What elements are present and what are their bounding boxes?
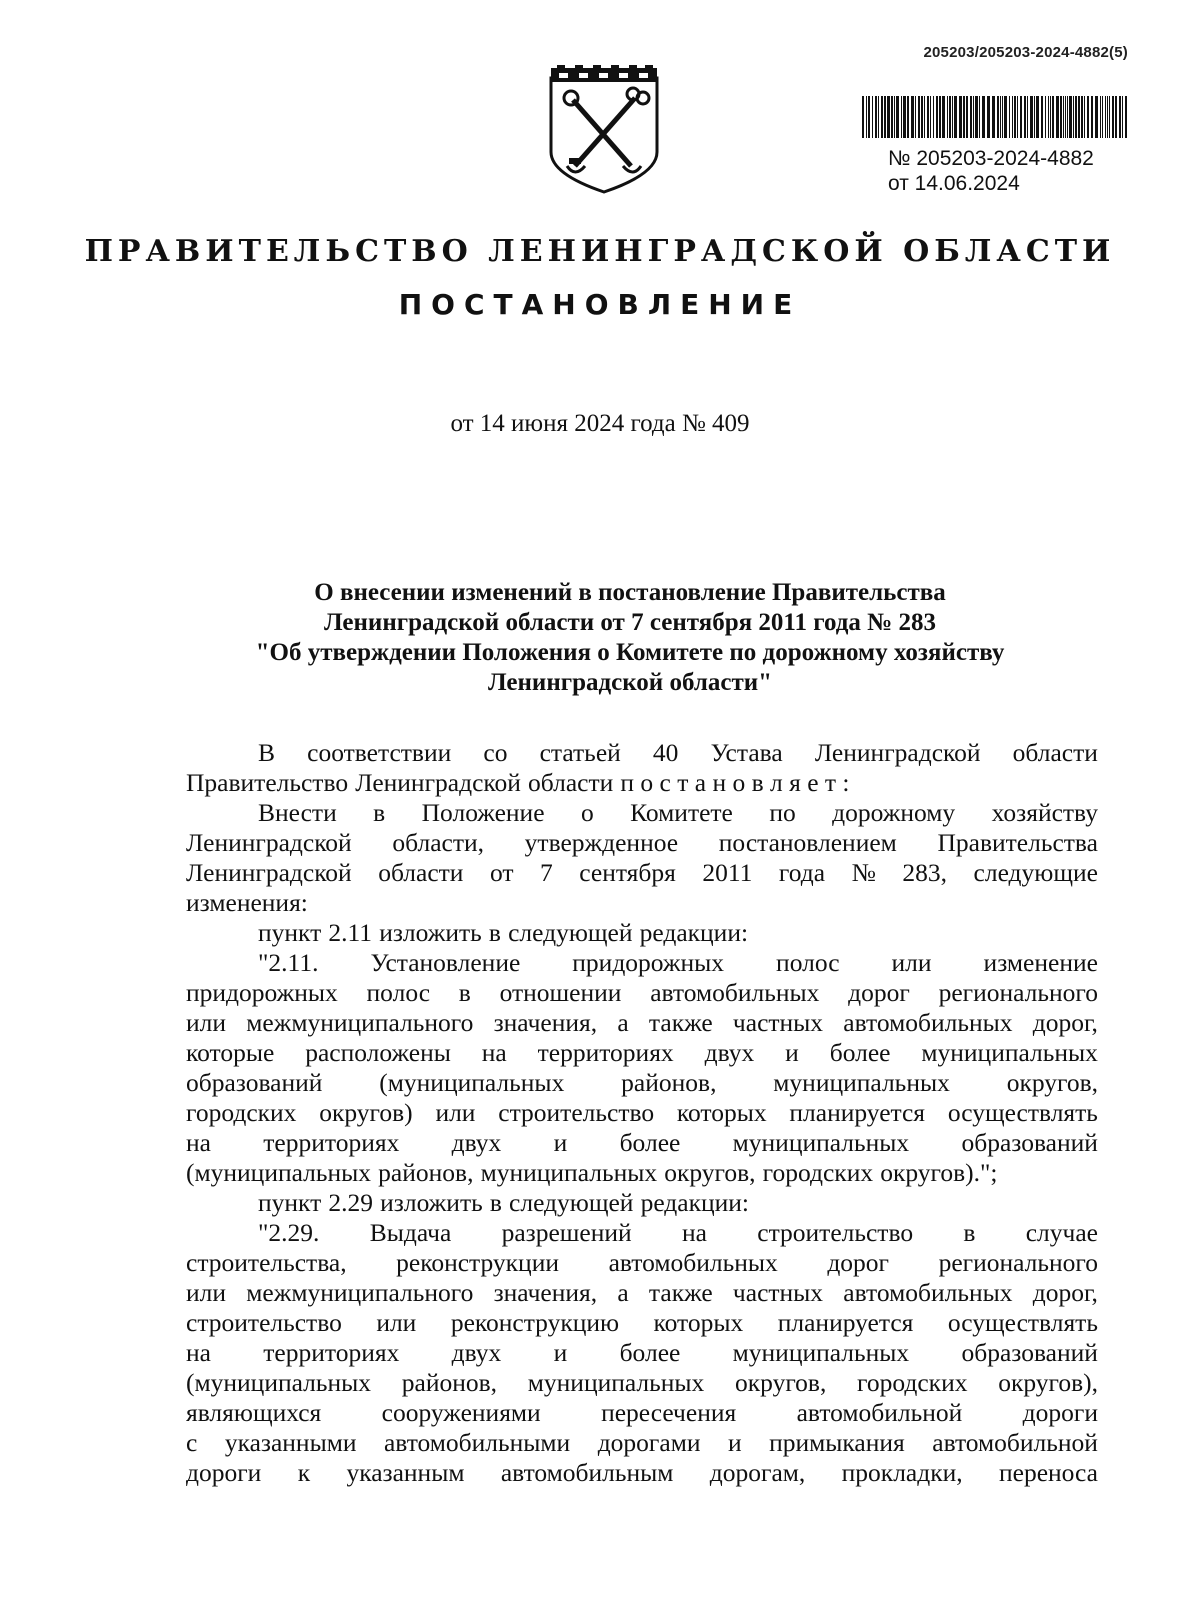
body-line bbox=[186, 978, 1098, 1008]
body-word: или bbox=[186, 1008, 227, 1037]
body-word: статьей bbox=[539, 738, 621, 767]
body-word: городских bbox=[762, 1158, 874, 1187]
body-word: сентября bbox=[579, 858, 676, 887]
body-word: полос bbox=[366, 978, 431, 1007]
body-word: указанными bbox=[224, 1428, 357, 1457]
body-word: со bbox=[483, 738, 508, 767]
body-line bbox=[186, 1278, 1098, 1308]
body-word: дорогам, bbox=[709, 1458, 806, 1487]
body-word: или bbox=[891, 948, 932, 977]
body-word: на bbox=[481, 1038, 507, 1067]
body-word: постановлением bbox=[718, 828, 897, 857]
body-word: строительство bbox=[498, 1098, 655, 1127]
body-word: дорог, bbox=[1032, 1278, 1098, 1307]
body-word: Установление bbox=[370, 948, 521, 977]
body-word: строительство bbox=[186, 1308, 342, 1337]
subject-line: "Об утверждении Положения о Комитете по дорожному хозяйству bbox=[255, 639, 1005, 666]
body-word: 40 bbox=[652, 738, 679, 767]
body-word: изменение bbox=[983, 948, 1098, 977]
body-word: более bbox=[619, 1338, 681, 1367]
registration-date: от 14.06.2024 bbox=[888, 172, 1020, 195]
body-line bbox=[186, 1068, 1098, 1098]
body-word: автомобильными bbox=[383, 1428, 571, 1457]
body-word: на bbox=[186, 1338, 211, 1367]
body-word: п о с т а н о в л я е т : bbox=[620, 768, 850, 797]
body-line bbox=[186, 1308, 1098, 1338]
body-word: дорожному bbox=[832, 798, 956, 827]
body-word: изложить bbox=[380, 1188, 483, 1217]
body-word: планируется bbox=[777, 1308, 914, 1337]
body-word: осуществлять bbox=[947, 1098, 1098, 1127]
body-word: "2.29. bbox=[258, 1218, 320, 1247]
body-word: придорожных bbox=[186, 978, 338, 1007]
subject-line: О внесении изменений в постановление Правительства bbox=[314, 579, 946, 606]
body-word: муниципальных bbox=[732, 1128, 910, 1157]
body-word: в bbox=[963, 1218, 976, 1247]
body-word: автомобильных bbox=[843, 1008, 1013, 1037]
body-word: территориях bbox=[263, 1128, 400, 1157]
body-word: частных bbox=[732, 1008, 824, 1037]
body-line bbox=[186, 1128, 1098, 1158]
body-word: или bbox=[376, 1308, 417, 1337]
body-word: Ленинградской bbox=[355, 768, 521, 797]
body-word: планируется bbox=[789, 1098, 926, 1127]
body-word: регионального bbox=[938, 1248, 1098, 1277]
body-word: о bbox=[580, 798, 594, 827]
body-word: года bbox=[778, 858, 826, 887]
government-title: ПРАВИТЕЛЬСТВО ЛЕНИНГРАДСКОЙ ОБЛАСТИ bbox=[84, 234, 1116, 269]
body-word: расположены bbox=[305, 1038, 451, 1067]
body-word: автомобильных bbox=[650, 978, 820, 1007]
body-word: двух bbox=[704, 1038, 755, 1067]
body-word: округов), bbox=[998, 1368, 1098, 1397]
body-line bbox=[186, 1008, 1098, 1038]
body-word: и bbox=[553, 1338, 568, 1367]
body-line bbox=[186, 1428, 1098, 1458]
body-word: к bbox=[297, 1458, 311, 1487]
body-word: городских bbox=[857, 1368, 968, 1397]
body-word: Выдача bbox=[369, 1218, 452, 1247]
body-word: Ленинградской bbox=[186, 828, 352, 857]
body-word: в bbox=[458, 978, 471, 1007]
document-body bbox=[186, 738, 1098, 1488]
subject-line: Ленинградской области от 7 сентября 2011 года № 283 bbox=[323, 609, 937, 636]
body-word: 283, bbox=[902, 858, 948, 887]
body-word: округов, bbox=[664, 1158, 756, 1187]
body-word: территориях bbox=[263, 1338, 400, 1367]
body-word: Устава bbox=[710, 738, 783, 767]
body-word: редакции: bbox=[640, 1188, 749, 1217]
body-word: регионального bbox=[938, 978, 1098, 1007]
document-barcode bbox=[862, 96, 1128, 138]
body-line bbox=[186, 1218, 1098, 1248]
body-word: переноса bbox=[998, 1458, 1098, 1487]
body-word: случае bbox=[1025, 1218, 1098, 1247]
document-kind: ПОСТАНОВЛЕНИЕ bbox=[398, 288, 802, 321]
body-word: дорог bbox=[827, 1248, 889, 1277]
body-line bbox=[186, 1158, 1098, 1188]
body-word: с bbox=[186, 1428, 198, 1457]
body-word: двух bbox=[451, 1128, 502, 1157]
body-word: муниципальных bbox=[921, 1038, 1098, 1067]
body-word: районов, bbox=[621, 1068, 717, 1097]
body-word: реконструкции bbox=[396, 1248, 559, 1277]
body-word: примыкания bbox=[769, 1428, 905, 1457]
body-word: а bbox=[617, 1278, 629, 1307]
body-word: Правительство bbox=[186, 768, 349, 797]
body-word: автомобильной bbox=[932, 1428, 1098, 1457]
body-word: на bbox=[186, 1128, 211, 1157]
body-word: пункт bbox=[258, 1188, 322, 1217]
body-word: являющихся bbox=[186, 1398, 322, 1427]
document-subject bbox=[180, 578, 1080, 698]
body-word: "2.11. bbox=[258, 948, 319, 977]
body-word: следующей bbox=[509, 1188, 634, 1217]
body-word: строительства, bbox=[186, 1248, 347, 1277]
body-word: 7 bbox=[540, 858, 553, 887]
body-line bbox=[186, 1398, 1098, 1428]
body-word: муниципальных bbox=[480, 1158, 658, 1187]
body-word: в bbox=[373, 798, 386, 827]
body-word: указанным bbox=[346, 1458, 465, 1487]
body-word: дорог bbox=[848, 978, 910, 1007]
body-word: следующие bbox=[973, 858, 1098, 887]
body-word: сооружениями bbox=[381, 1398, 541, 1427]
body-word: Ленинградской bbox=[814, 738, 981, 767]
body-word: дорог, bbox=[1032, 1008, 1098, 1037]
body-word: (муниципальных bbox=[379, 1068, 565, 1097]
body-word: пересечения bbox=[601, 1398, 737, 1427]
body-word: межмуниципального bbox=[246, 1008, 474, 1037]
body-word: Ленинградской bbox=[186, 858, 352, 887]
body-word: изложить bbox=[379, 918, 482, 947]
body-word: двух bbox=[451, 1338, 502, 1367]
body-word: области bbox=[528, 768, 614, 797]
body-word: городских bbox=[186, 1098, 297, 1127]
body-word: также bbox=[648, 1008, 713, 1037]
body-word: значения, bbox=[493, 1008, 598, 1037]
body-word: в bbox=[488, 918, 501, 947]
body-line bbox=[186, 888, 1098, 918]
body-word: редакции: bbox=[639, 918, 749, 947]
body-word: разрешений bbox=[501, 1218, 632, 1247]
body-word: или bbox=[186, 1278, 227, 1307]
body-word: автомобильным bbox=[500, 1458, 674, 1487]
body-word: округов)."; bbox=[880, 1158, 998, 1187]
body-word: 2011 bbox=[702, 858, 753, 887]
registration-block bbox=[888, 146, 1094, 196]
body-word: округов, bbox=[735, 1368, 827, 1397]
body-word: округов) bbox=[319, 1098, 413, 1127]
body-word: которых bbox=[676, 1098, 767, 1127]
body-word: Правительства bbox=[937, 828, 1098, 857]
body-word: образований bbox=[961, 1338, 1098, 1367]
body-word: прокладки, bbox=[841, 1458, 963, 1487]
body-word: образований bbox=[186, 1068, 323, 1097]
registration-number: № 205203-2024-4882 bbox=[888, 147, 1094, 170]
body-word: 2.11 bbox=[328, 918, 373, 947]
body-line bbox=[186, 828, 1098, 858]
body-word: значения, bbox=[493, 1278, 598, 1307]
body-word: В bbox=[258, 738, 276, 767]
body-line bbox=[186, 1248, 1098, 1278]
body-word: соответствии bbox=[307, 738, 452, 767]
body-word: автомобильных bbox=[843, 1278, 1013, 1307]
body-word: 2.29 bbox=[328, 1188, 373, 1217]
body-word: отношении bbox=[499, 978, 622, 1007]
body-word: районов, bbox=[378, 1158, 474, 1187]
body-word: на bbox=[681, 1218, 707, 1247]
body-word: территориях bbox=[537, 1038, 674, 1067]
body-word: которые bbox=[186, 1038, 275, 1067]
body-word: реконструкцию bbox=[450, 1308, 620, 1337]
body-word: Комитете bbox=[630, 798, 733, 827]
body-line bbox=[186, 858, 1098, 888]
body-word: и bbox=[727, 1428, 742, 1457]
document-date-number: от 14 июня 2024 года № 409 bbox=[450, 410, 750, 437]
body-word: (муниципальных bbox=[186, 1158, 372, 1187]
body-word: придорожных bbox=[572, 948, 725, 977]
body-word: Положение bbox=[421, 798, 545, 827]
body-word: дорогами bbox=[597, 1428, 701, 1457]
body-line bbox=[186, 1188, 1098, 1218]
body-word: и bbox=[785, 1038, 799, 1067]
body-word: районов, bbox=[401, 1368, 498, 1397]
body-word: дороги bbox=[186, 1458, 262, 1487]
body-line bbox=[186, 948, 1098, 978]
body-word: области bbox=[378, 858, 464, 887]
body-word: хозяйству bbox=[991, 798, 1098, 827]
body-word: частных bbox=[732, 1278, 824, 1307]
body-word: следующей bbox=[508, 918, 633, 947]
body-word: строительство bbox=[757, 1218, 914, 1247]
body-word: по bbox=[769, 798, 796, 827]
body-word: и bbox=[553, 1128, 568, 1157]
body-line bbox=[186, 1038, 1098, 1068]
body-word: более bbox=[829, 1038, 891, 1067]
body-word: межмуниципального bbox=[246, 1278, 474, 1307]
subject-line: Ленинградской области" bbox=[487, 669, 773, 696]
body-line bbox=[186, 918, 1098, 948]
body-word: автомобильной bbox=[796, 1398, 963, 1427]
body-word: изменения: bbox=[186, 888, 308, 917]
body-word: от bbox=[489, 858, 514, 887]
body-word: (муниципальных bbox=[186, 1368, 372, 1397]
document-code: 205203/205203-2024-4882(5) bbox=[923, 44, 1128, 61]
body-word: округов, bbox=[1006, 1068, 1098, 1097]
body-word: муниципальных bbox=[773, 1068, 950, 1097]
body-word: пункт bbox=[258, 918, 322, 947]
body-line bbox=[186, 738, 1098, 768]
body-line bbox=[186, 768, 1098, 798]
body-word: в bbox=[489, 1188, 502, 1217]
body-word: дороги bbox=[1022, 1398, 1098, 1427]
body-word: образований bbox=[961, 1128, 1098, 1157]
body-word: № bbox=[851, 858, 876, 887]
body-word: а bbox=[617, 1008, 629, 1037]
body-line bbox=[186, 1458, 1098, 1488]
body-word: утвержденное bbox=[524, 828, 679, 857]
coat-of-arms-emblem bbox=[545, 62, 663, 194]
body-word: автомобильных bbox=[608, 1248, 778, 1277]
body-word: Внести bbox=[258, 798, 337, 827]
body-word: муниципальных bbox=[732, 1338, 910, 1367]
body-line bbox=[186, 1338, 1098, 1368]
body-word: или bbox=[435, 1098, 476, 1127]
body-word: области bbox=[1012, 738, 1098, 767]
body-word: области, bbox=[392, 828, 484, 857]
body-line bbox=[186, 798, 1098, 828]
body-line bbox=[186, 1368, 1098, 1398]
body-word: также bbox=[648, 1278, 713, 1307]
body-word: осуществлять bbox=[947, 1308, 1098, 1337]
body-word: которых bbox=[653, 1308, 744, 1337]
body-word: более bbox=[619, 1128, 681, 1157]
body-word: муниципальных bbox=[527, 1368, 705, 1397]
body-line bbox=[186, 1098, 1098, 1128]
body-word: полос bbox=[776, 948, 840, 977]
